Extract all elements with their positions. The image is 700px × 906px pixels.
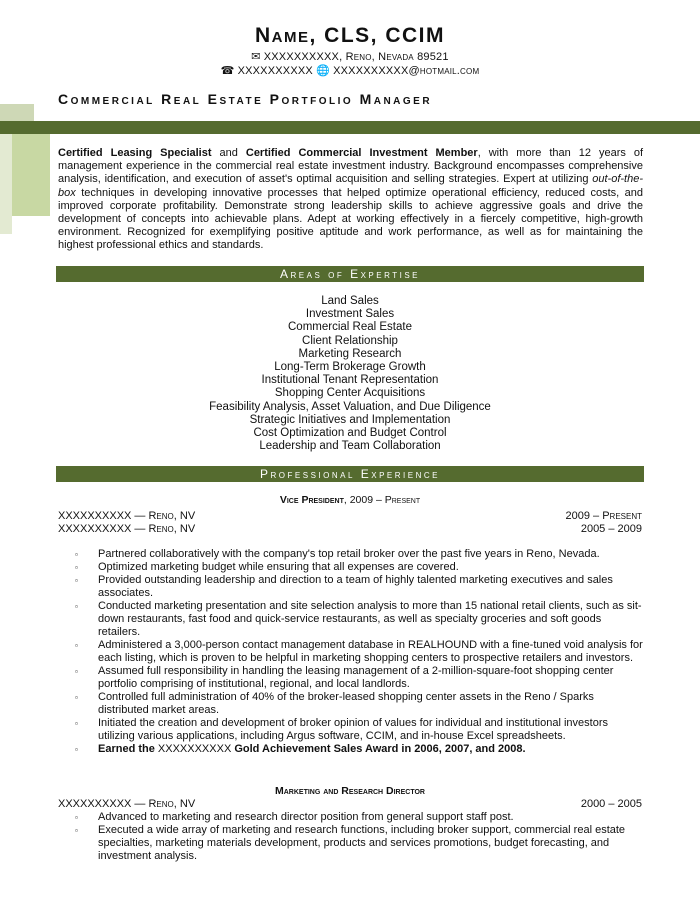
bullet-text: Initiated the creation and development of broker opinion of values for individual and institutional investors utilizing various applications, including Argus software, CCIM, and in-house Excel spreadsheets.: [98, 717, 608, 742]
list-item: [75, 665, 643, 691]
section-heading-expertise: Areas of Expertise: [56, 266, 644, 282]
summary-lead-1: Certified Leasing Specialist: [58, 147, 212, 159]
list-item: Marketing Research: [298, 347, 402, 360]
bullet-icon: ▫: [75, 563, 78, 572]
award-part: Gold Achievement Sales Award in 2006, 2007, and 2008.: [231, 743, 526, 755]
list-item: Commercial Real Estate: [288, 321, 412, 334]
list-item: [75, 561, 643, 574]
list-item: [75, 548, 643, 561]
candidate-name: Name, CLS, CCIM: [255, 24, 445, 47]
professional-summary: [58, 147, 643, 253]
globe-icon: 🌐: [316, 65, 331, 77]
list-item: Cost Optimization and Budget Control: [253, 427, 447, 440]
employer-dates: 2005 – 2009: [580, 523, 642, 535]
address-text: XXXXXXXXXX, Reno, Nevada 89521: [263, 51, 449, 63]
decor-square-pale: [0, 134, 12, 234]
list-item: Shopping Center Acquisitions: [274, 387, 426, 400]
bullet-icon: ▫: [75, 576, 78, 585]
employer-dates: 2009 – Present: [565, 510, 642, 522]
role-dates: , 2009 – Present: [343, 494, 421, 506]
list-item: [75, 743, 643, 756]
phone-icon: ☎: [220, 65, 235, 77]
section-heading-experience: Professional Experience: [56, 466, 644, 482]
bullet-icon: ▫: [75, 693, 78, 702]
header-divider-bar: [0, 121, 700, 134]
marketing-achievements-list: [75, 811, 643, 863]
phone-text: XXXXXXXXXX: [237, 65, 313, 77]
list-item: Long-Term Brokerage Growth: [274, 361, 426, 374]
decor-square-green: [12, 134, 50, 216]
list-item: Feasibility Analysis, Asset Valuation, and Due Diligence: [209, 400, 491, 413]
employer-row: [58, 509, 642, 523]
bullet-text: Provided outstanding leadership and direction to a team of highly talented marketing executives and sales associates.: [98, 574, 613, 599]
list-item: Client Relationship: [302, 334, 398, 347]
bullet-icon: ▫: [75, 745, 78, 754]
list-item: [75, 600, 643, 639]
contact-phone-email: [0, 64, 700, 77]
summary-italic: out-of-the-box: [58, 173, 643, 199]
summary-text-2: techniques in developing innovative processes that helped optimize operational efficiency, reduced costs, and improved corporate profitability. Demonstrate strong leadership skills to achieve aggressive goals and drive the development of concepts into achievable plans. Adept at working effectively in a fiercely competitive, high-growth environment. Recognized for exemplifying positive aptitude and work performance, as well as for maintaining the highest professional ethics and standards.: [58, 186, 643, 252]
list-item: Investment Sales: [305, 308, 395, 321]
bullet-icon: ▫: [75, 667, 78, 676]
bullet-text: Advanced to marketing and research director position from general support staff post.: [98, 811, 514, 823]
role-title-text: Marketing and Research Director: [275, 785, 425, 797]
list-item: [75, 639, 643, 665]
bullet-icon: ▫: [75, 550, 78, 559]
award-employer: XXXXXXXXXX: [157, 743, 232, 755]
email-link[interactable]: XXXXXXXXXX@hotmail.com: [333, 65, 480, 77]
bullet-text: Assumed full responsibility in handling the leasing management of a 2-million-square-foot shopping center portfolio comprising of institutional, regional, and local landlords.: [98, 665, 614, 690]
vp-achievements-list: [75, 548, 643, 756]
list-item: [75, 691, 643, 717]
summary-and: and: [211, 147, 246, 159]
employer-name: XXXXXXXXXX — Reno, NV: [58, 510, 196, 522]
list-item: [75, 811, 643, 824]
mail-icon: ✉: [251, 51, 261, 63]
bullet-text: Controlled full administration of 40% of the broker-leased shopping center assets in the Reno / Sparks distributed market areas.: [98, 691, 594, 716]
role-title-marketing: [0, 785, 700, 797]
summary-text-1: , with more than 12 years of management experience in the commercial real estate investment industry. Background encompasses comprehensive analysis, identification, and execution of asset's optimal acquisition and selling strategies. Expert at utilizing: [58, 147, 644, 186]
list-item: [75, 824, 643, 863]
bullet-icon: ▫: [75, 826, 78, 835]
bullet-text: Executed a wide array of marketing and research functions, including broker support, commercial real estate specialties, marketing materials development, products and services promotions, budget forecasting, and investment analysis.: [98, 824, 626, 862]
contact-address: [0, 50, 700, 63]
list-item: Institutional Tenant Representation: [261, 374, 439, 387]
role-title-text: Vice President: [279, 494, 344, 506]
employer-row: [58, 797, 642, 811]
role-title-vp: [0, 494, 700, 506]
bullet-text: Optimized marketing budget while ensuring that all expenses are covered.: [98, 561, 459, 573]
bullet-text: Conducted marketing presentation and site selection analysis to more than 15 national retail clients, such as sit-down restaurants, fast food and quick-service restaurants, as well as specialty groceries and soft goods retailers.: [98, 600, 642, 638]
list-item: Land Sales: [321, 295, 379, 307]
employer-dates: 2000 – 2005: [580, 798, 642, 810]
award-part: Earned the: [98, 743, 158, 755]
job-title: Commercial Real Estate Portfolio Manager: [58, 91, 433, 107]
bullet-icon: ▫: [75, 602, 78, 611]
bullet-text: Partnered collaboratively with the company's top retail broker over the past five years in Reno, Nevada.: [98, 548, 600, 560]
bullet-text: Administered a 3,000-person contact management database in REALHOUND with a fine-tuned void analysis for each listing, which is proven to be helpful in marketing shopping centers to prospective retailers and investors.: [98, 639, 643, 664]
list-item: Strategic Initiatives and Implementation: [249, 413, 451, 426]
expertise-list: [0, 295, 700, 453]
employer-name: XXXXXXXXXX — Reno, NV: [58, 523, 196, 535]
employer-row: [58, 522, 642, 536]
summary-lead-2: Certified Commercial Investment Member: [245, 147, 478, 159]
bullet-icon: ▫: [75, 719, 78, 728]
employer-name: XXXXXXXXXX — Reno, NV: [58, 798, 196, 810]
bullet-icon: ▫: [75, 641, 78, 650]
list-item: Leadership and Team Collaboration: [259, 440, 441, 453]
award-text: [98, 743, 526, 755]
list-item: [75, 717, 643, 743]
bullet-icon: ▫: [75, 813, 78, 822]
list-item: [75, 574, 643, 600]
